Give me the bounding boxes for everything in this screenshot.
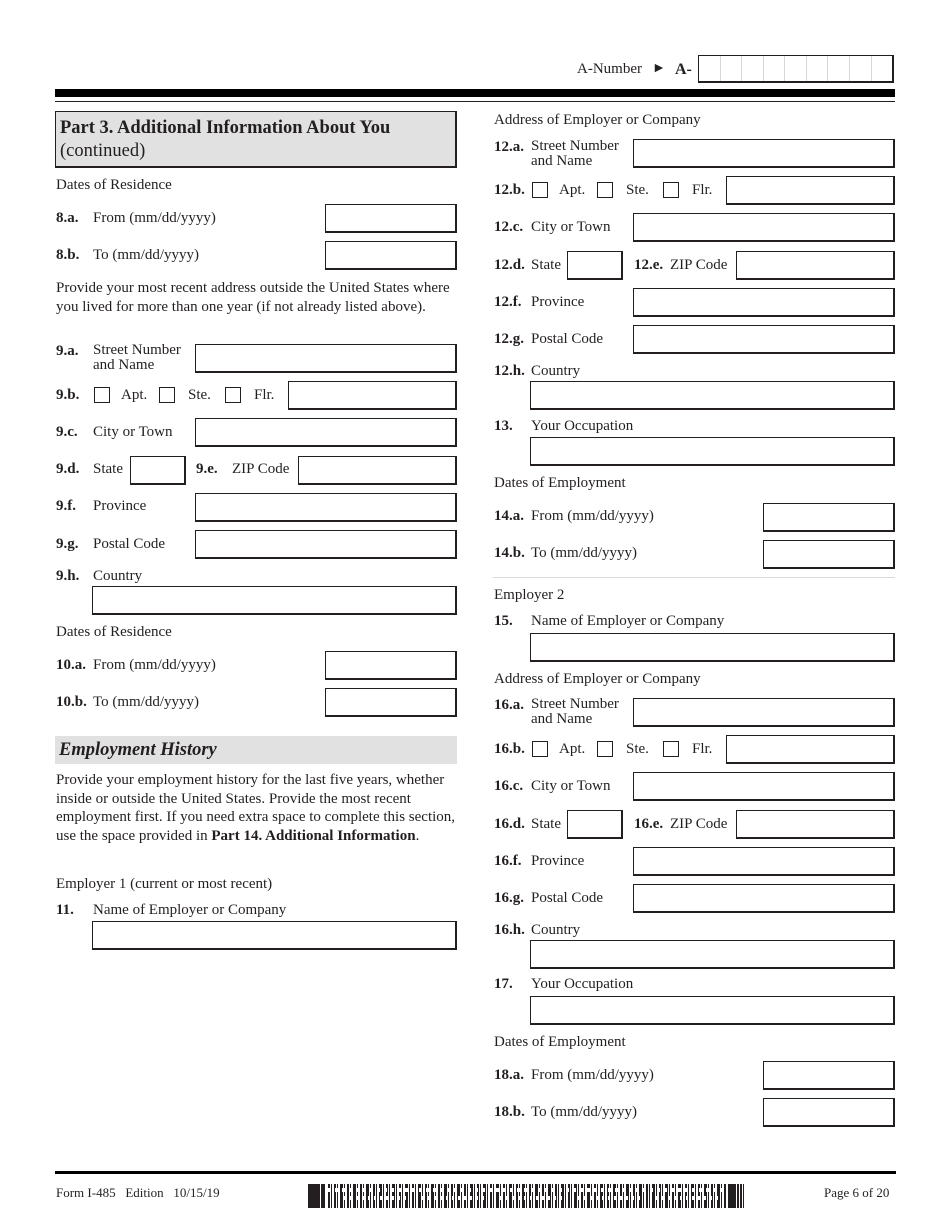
q12e-number: 12.e. bbox=[634, 257, 664, 273]
q12f-number: 12.f. bbox=[494, 294, 522, 310]
employer1-zip-input[interactable] bbox=[736, 251, 895, 280]
q9a-label-line1: Street Number bbox=[93, 342, 181, 358]
employer1-street-input[interactable] bbox=[633, 139, 895, 168]
dates-of-residence-heading-2: Dates of Residence bbox=[56, 624, 172, 640]
q16h-label: Country bbox=[531, 922, 581, 938]
q9h-label: Country bbox=[93, 568, 143, 584]
employer1-province-input[interactable] bbox=[633, 288, 895, 317]
q12g-label: Postal Code bbox=[531, 331, 604, 347]
employer2-apt-checkbox[interactable] bbox=[532, 741, 548, 757]
q12a-label-line2: and Name bbox=[531, 153, 593, 169]
barcode bbox=[308, 1184, 744, 1208]
q16b-number: 16.b. bbox=[494, 741, 525, 757]
q12b-number: 12.b. bbox=[494, 182, 525, 198]
q16g-number: 16.g. bbox=[494, 890, 524, 906]
employer1-state-input[interactable] bbox=[567, 251, 623, 280]
a-number-label: A-Number bbox=[577, 61, 642, 77]
flr-label: Flr. bbox=[254, 387, 275, 403]
apt-label: Apt. bbox=[121, 387, 148, 403]
q16d-number: 16.d. bbox=[494, 816, 525, 832]
employer2-name-input[interactable] bbox=[530, 633, 895, 662]
q9h-number: 9.h. bbox=[56, 568, 80, 584]
q9a-label-line2: and Name bbox=[93, 357, 155, 373]
employer1-from-date-input[interactable] bbox=[763, 503, 895, 532]
employer1-apt-checkbox[interactable] bbox=[532, 182, 548, 198]
street-number-name-input[interactable] bbox=[195, 344, 457, 373]
employment-instruction-bold: Part 14. Additional Information bbox=[211, 827, 416, 844]
q9a-number: 9.a. bbox=[56, 343, 79, 359]
employer2-zip-input[interactable] bbox=[736, 810, 895, 839]
q16c-number: 16.c. bbox=[494, 778, 524, 794]
arrow-right-icon: ► bbox=[652, 61, 666, 76]
q8a-label: From (mm/dd/yyyy) bbox=[93, 210, 216, 226]
header-thin-rule bbox=[55, 101, 895, 102]
q16e-label: ZIP Code bbox=[670, 816, 728, 832]
q16f-label: Province bbox=[531, 853, 585, 869]
employer1-country-input[interactable] bbox=[530, 381, 895, 410]
residence-from-date-input[interactable] bbox=[325, 204, 457, 233]
q12h-number: 12.h. bbox=[494, 363, 525, 379]
q14b-number: 14.b. bbox=[494, 545, 525, 561]
province-input[interactable] bbox=[195, 493, 457, 522]
q8b-label: To (mm/dd/yyyy) bbox=[93, 247, 200, 263]
dates-of-employment-heading: Dates of Employment bbox=[494, 475, 626, 491]
employer1-flr-checkbox[interactable] bbox=[663, 182, 679, 198]
q12c-label: City or Town bbox=[531, 219, 611, 235]
q16a-label-line2: and Name bbox=[531, 711, 593, 727]
employer2-country-input[interactable] bbox=[530, 940, 895, 969]
employer2-city-input[interactable] bbox=[633, 772, 895, 801]
employer2-ste-checkbox[interactable] bbox=[597, 741, 613, 757]
part3-subtitle: (continued) bbox=[60, 141, 146, 161]
residence-to-date-input[interactable] bbox=[325, 241, 457, 270]
q16f-number: 16.f. bbox=[494, 853, 522, 869]
q16a-label-line1: Street Number bbox=[531, 696, 619, 712]
residence-from-date-input-2[interactable] bbox=[325, 651, 457, 680]
employer2-address-heading: Address of Employer or Company bbox=[494, 671, 701, 687]
employer2-flr-label: Flr. bbox=[692, 741, 713, 757]
q12a-label-line1: Street Number bbox=[531, 138, 619, 154]
employer1-city-input[interactable] bbox=[633, 213, 895, 242]
q18b-label: To (mm/dd/yyyy) bbox=[531, 1104, 638, 1120]
employment-instruction-text: Provide your employment history for the last five years, whether inside or outside the United States. Provide the most recent employment first. If you need extra space to complete this section, use the space provided in bbox=[56, 772, 456, 844]
employer1-postal-code-input[interactable] bbox=[633, 325, 895, 354]
apt-ste-flr-number-input[interactable] bbox=[288, 381, 457, 410]
q18b-number: 18.b. bbox=[494, 1104, 525, 1120]
zip-code-input[interactable] bbox=[298, 456, 457, 485]
employer1-ste-label: Ste. bbox=[626, 182, 649, 198]
footer-rule bbox=[55, 1171, 896, 1174]
employer1-flr-label: Flr. bbox=[692, 182, 713, 198]
q16h-number: 16.h. bbox=[494, 922, 525, 938]
apt-checkbox[interactable] bbox=[94, 387, 110, 403]
postal-code-input[interactable] bbox=[195, 530, 457, 559]
q14a-label: From (mm/dd/yyyy) bbox=[531, 508, 654, 524]
q12g-number: 12.g. bbox=[494, 331, 524, 347]
q12a-number: 12.a. bbox=[494, 139, 524, 155]
employer1-address-heading: Address of Employer or Company bbox=[494, 112, 701, 128]
q9d-number: 9.d. bbox=[56, 461, 80, 477]
q18a-number: 18.a. bbox=[494, 1067, 524, 1083]
a-number-prefix: A- bbox=[675, 61, 692, 78]
employer-divider bbox=[493, 577, 895, 578]
employer1-ste-checkbox[interactable] bbox=[597, 182, 613, 198]
address-instruction: Provide your most recent address outside the United States where you lived for more than one year (if not already listed above). bbox=[56, 280, 450, 315]
q16d-label: State bbox=[531, 816, 561, 832]
employer1-name-input[interactable] bbox=[92, 921, 457, 950]
q16a-number: 16.a. bbox=[494, 697, 524, 713]
employment-history-heading-bar bbox=[55, 736, 457, 764]
residence-to-date-input-2[interactable] bbox=[325, 688, 457, 717]
employment-instruction-end: . bbox=[415, 827, 420, 844]
employer1-occupation-input[interactable] bbox=[530, 437, 895, 466]
q9e-label: ZIP Code bbox=[232, 461, 290, 477]
header-thick-rule bbox=[55, 89, 895, 97]
q9e-number: 9.e. bbox=[196, 461, 218, 477]
q9g-number: 9.g. bbox=[56, 536, 79, 552]
part3-title-box bbox=[55, 111, 457, 168]
q12e-label: ZIP Code bbox=[670, 257, 728, 273]
flr-checkbox[interactable] bbox=[225, 387, 241, 403]
q12c-number: 12.c. bbox=[494, 219, 524, 235]
employer2-province-input[interactable] bbox=[633, 847, 895, 876]
q12f-label: Province bbox=[531, 294, 585, 310]
employer2-to-date-input[interactable] bbox=[763, 1098, 895, 1127]
q13-label: Your Occupation bbox=[531, 418, 634, 434]
form-edition: Form I-485 Edition 10/15/19 bbox=[56, 1185, 220, 1200]
dates-of-residence-heading: Dates of Residence bbox=[56, 177, 172, 193]
q15-number: 15. bbox=[494, 613, 513, 629]
employer2-heading: Employer 2 bbox=[494, 587, 565, 603]
q15-label: Name of Employer or Company bbox=[531, 613, 725, 629]
ste-label: Ste. bbox=[188, 387, 211, 403]
q11-number: 11. bbox=[56, 902, 74, 918]
q10a-label: From (mm/dd/yyyy) bbox=[93, 657, 216, 673]
a-number-input[interactable] bbox=[698, 55, 894, 83]
part3-title: Part 3. Additional Information About You bbox=[60, 118, 391, 138]
q16g-label: Postal Code bbox=[531, 890, 604, 906]
q18a-label: From (mm/dd/yyyy) bbox=[531, 1067, 654, 1083]
employer1-to-date-input[interactable] bbox=[763, 540, 895, 569]
employer2-ste-label: Ste. bbox=[626, 741, 649, 757]
q9f-number: 9.f. bbox=[56, 498, 76, 514]
page-number: Page 6 of 20 bbox=[824, 1185, 890, 1200]
employment-instruction bbox=[56, 771, 456, 845]
employer2-apt-label: Apt. bbox=[559, 741, 586, 757]
ste-checkbox[interactable] bbox=[159, 387, 175, 403]
q8a-number: 8.a. bbox=[56, 210, 79, 226]
state-input[interactable] bbox=[130, 456, 186, 485]
q9c-label: City or Town bbox=[93, 424, 173, 440]
employer2-flr-checkbox[interactable] bbox=[663, 741, 679, 757]
employer2-street-input[interactable] bbox=[633, 698, 895, 727]
employer1-apt-label: Apt. bbox=[559, 182, 586, 198]
q16c-label: City or Town bbox=[531, 778, 611, 794]
q10b-label: To (mm/dd/yyyy) bbox=[93, 694, 200, 710]
employer1-heading: Employer 1 (current or most recent) bbox=[56, 876, 273, 892]
q11-label: Name of Employer or Company bbox=[93, 902, 287, 918]
employer2-apt-number-input[interactable] bbox=[726, 735, 895, 764]
q12d-number: 12.d. bbox=[494, 257, 525, 273]
q14b-label: To (mm/dd/yyyy) bbox=[531, 545, 638, 561]
q16e-number: 16.e. bbox=[634, 816, 664, 832]
q10b-number: 10.b. bbox=[56, 694, 87, 710]
employer2-postal-code-input[interactable] bbox=[633, 884, 895, 913]
employer2-state-input[interactable] bbox=[567, 810, 623, 839]
q8b-number: 8.b. bbox=[56, 247, 80, 263]
q10a-number: 10.a. bbox=[56, 657, 86, 673]
q17-label: Your Occupation bbox=[531, 976, 634, 992]
country-input[interactable] bbox=[92, 586, 457, 615]
employer2-from-date-input[interactable] bbox=[763, 1061, 895, 1090]
q9g-label: Postal Code bbox=[93, 536, 166, 552]
q14a-number: 14.a. bbox=[494, 508, 524, 524]
employer2-occupation-input[interactable] bbox=[530, 996, 895, 1025]
q12h-label: Country bbox=[531, 363, 581, 379]
employment-history-heading: Employment History bbox=[59, 740, 217, 760]
q9b-number: 9.b. bbox=[56, 387, 80, 403]
q9f-label: Province bbox=[93, 498, 147, 514]
q17-number: 17. bbox=[494, 976, 513, 992]
q12d-label: State bbox=[531, 257, 561, 273]
q9d-label: State bbox=[93, 461, 123, 477]
q13-number: 13. bbox=[494, 418, 513, 434]
dates-of-employment-heading-2: Dates of Employment bbox=[494, 1034, 626, 1050]
employer1-apt-number-input[interactable] bbox=[726, 176, 895, 205]
city-town-input[interactable] bbox=[195, 418, 457, 447]
q9c-number: 9.c. bbox=[56, 424, 78, 440]
